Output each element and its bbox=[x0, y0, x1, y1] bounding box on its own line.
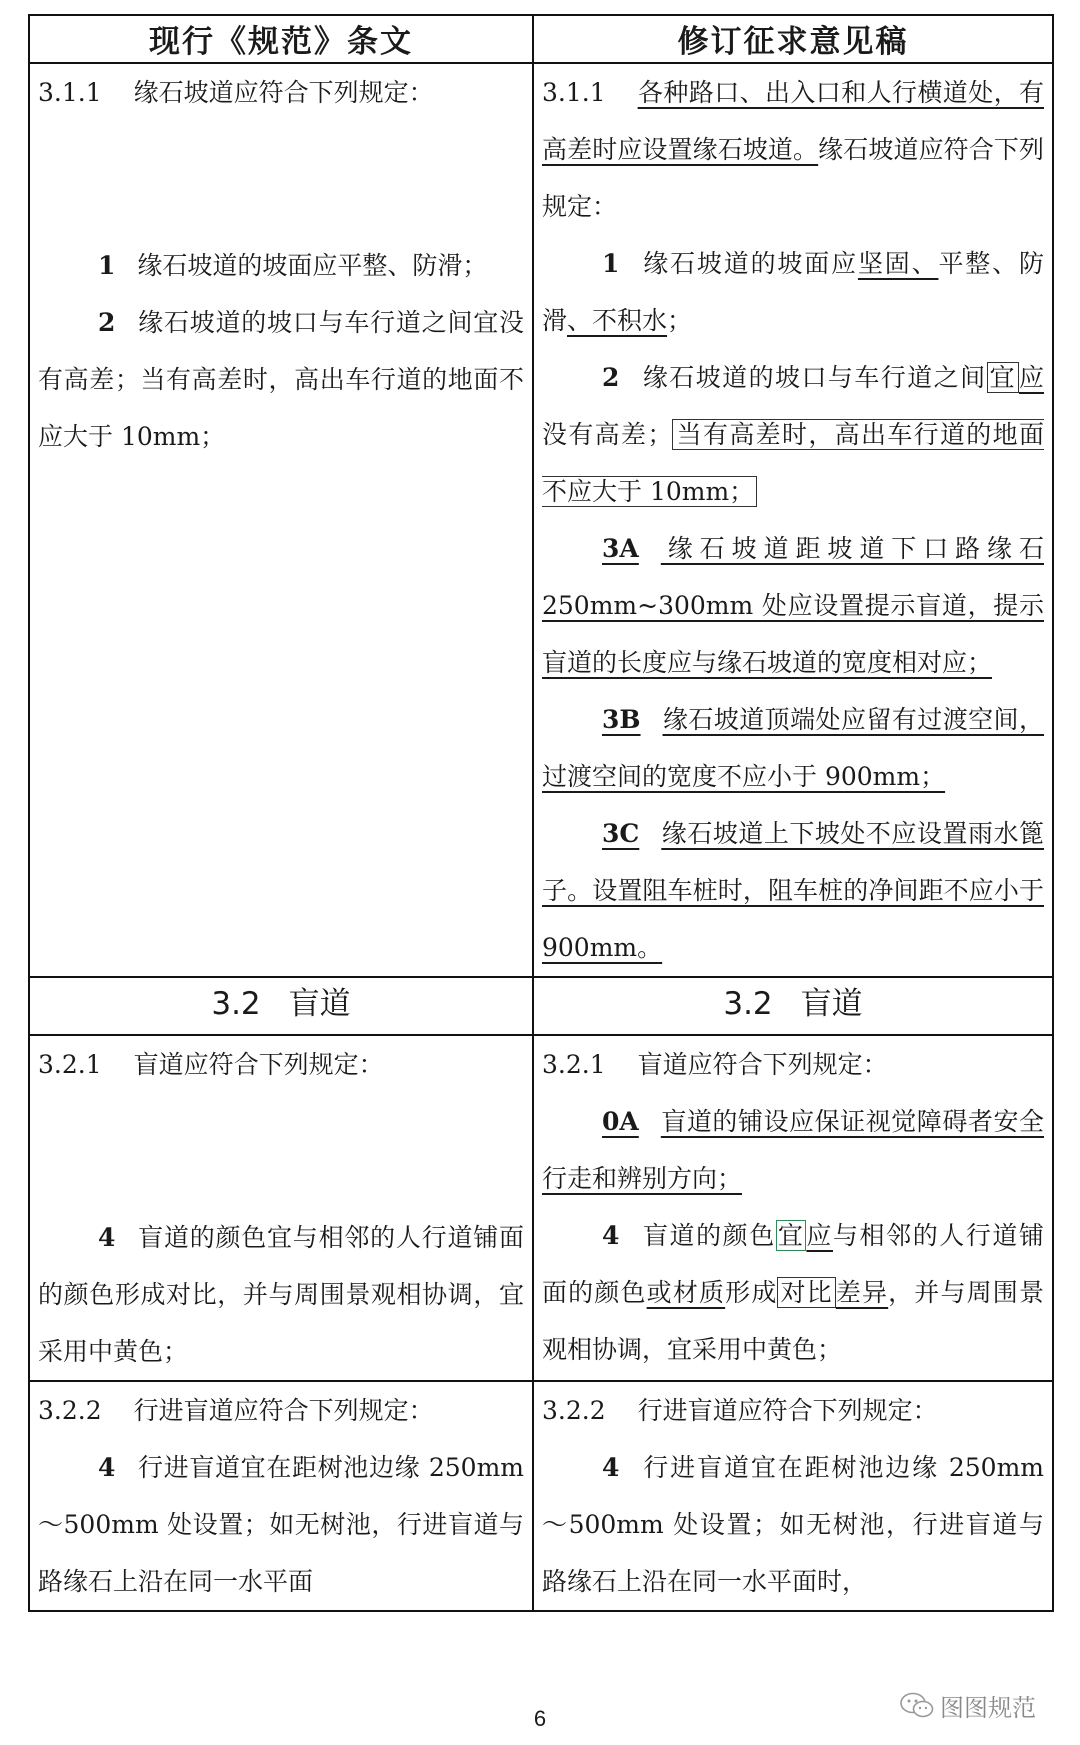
clause-heading: 盲道应符合下列规定： bbox=[133, 1050, 384, 1079]
item-number: 4 bbox=[98, 1223, 116, 1252]
item-number: 4 bbox=[602, 1221, 620, 1250]
item-text: 平整、防滑 bbox=[542, 249, 1044, 335]
cell-311-revised bbox=[533, 63, 1053, 977]
item-number: 3A bbox=[602, 534, 639, 563]
deleted-text-box: 对比 bbox=[777, 1277, 835, 1308]
item-number: 1 bbox=[602, 249, 620, 278]
item-text: 行进盲道宜在距树池边缘 250mm～500mm 处设置；如无树池，行进盲道与路缘石上沿在同一水平面时， bbox=[542, 1453, 1044, 1596]
added-text: 坚固、 bbox=[857, 249, 939, 278]
added-text: 应 bbox=[1018, 363, 1044, 392]
cell-322-revised bbox=[533, 1381, 1053, 1611]
item-text: 缘石坡道的坡口与车行道之间宜没有高差；当有高差时，高出车行道的地面不应大于 10mm； bbox=[38, 308, 524, 451]
item-number: 4 bbox=[602, 1453, 620, 1482]
item-text: 缘石坡道的坡口与车行道之间 bbox=[641, 363, 987, 392]
cell-321-current bbox=[29, 1035, 533, 1381]
section-title: 盲道 bbox=[288, 986, 351, 1022]
item-number: 2 bbox=[98, 308, 116, 337]
comparison-table bbox=[28, 14, 1054, 1612]
clause-heading: 缘石坡道应符合下列规定： bbox=[542, 135, 1044, 221]
clause-number: 3.2.2 bbox=[38, 1396, 102, 1425]
header-current: 现行《规范》条文 bbox=[29, 15, 533, 63]
added-text: 缘石坡道上下坡处不应设置雨水篦子。设置阻车桩时，阻车桩的净间距不应小于 900mm。 bbox=[542, 819, 1044, 962]
item-number: 4 bbox=[98, 1453, 116, 1482]
added-text: 或材质 bbox=[646, 1278, 726, 1307]
wechat-icon bbox=[900, 1692, 934, 1720]
clause-number: 3.2.1 bbox=[38, 1050, 102, 1079]
cell-311-current bbox=[29, 63, 533, 977]
item-number: 3B bbox=[602, 705, 641, 734]
header-revised: 修订征求意见稿 bbox=[533, 15, 1053, 63]
clause-heading: 行进盲道应符合下列规定： bbox=[637, 1396, 938, 1425]
section-title: 盲道 bbox=[800, 986, 863, 1022]
clause-number: 3.1.1 bbox=[38, 78, 102, 107]
section-number: 3.2 bbox=[723, 986, 773, 1022]
item-text: ，并与周围景观相协调，宜采用中黄色； bbox=[542, 1278, 1044, 1364]
deleted-text-box: 宜 bbox=[987, 362, 1019, 393]
clause-heading: 盲道应符合下列规定： bbox=[637, 1050, 888, 1079]
added-text: 缘石坡道距坡道下口路缘石 250mm~300mm 处应设置提示盲道，提示盲道的长度应与缘石坡道的宽度相对应； bbox=[542, 534, 1044, 677]
watermark bbox=[900, 1688, 1036, 1723]
section-heading-current bbox=[29, 977, 533, 1035]
deleted-text-box: 宜 bbox=[777, 1221, 805, 1250]
cell-322-current bbox=[29, 1381, 533, 1611]
added-text: 各种路口、出入口和人行横道处，有高差时应设置缘石坡道。 bbox=[542, 78, 1044, 164]
section-number: 3.2 bbox=[211, 986, 261, 1022]
item-text: 缘石坡道的坡面应 bbox=[641, 249, 858, 278]
item-text: 没有高差； bbox=[542, 420, 673, 449]
added-text: 差异 bbox=[835, 1278, 889, 1307]
clause-number: 3.2.2 bbox=[542, 1396, 606, 1425]
added-text: 应 bbox=[806, 1221, 833, 1250]
item-number: 3C bbox=[602, 819, 640, 848]
cell-321-revised bbox=[533, 1035, 1053, 1381]
item-text: 行进盲道宜在距树池边缘 250mm～500mm 处设置；如无树池，行进盲道与路缘石上沿在同一水平面 bbox=[38, 1453, 524, 1596]
item-text: 盲道的颜色宜与相邻的人行道铺面的颜色形成对比，并与周围景观相协调，宜采用中黄色； bbox=[38, 1223, 524, 1366]
watermark-text: 图图规范 bbox=[940, 1694, 1036, 1722]
added-text: 盲道的铺设应保证视觉障碍者安全行走和辨别方向； bbox=[542, 1107, 1044, 1193]
added-text: 缘石坡道顶端处应留有过渡空间，过渡空间的宽度不应小于 900mm； bbox=[542, 705, 1044, 791]
item-text: 形成 bbox=[725, 1278, 778, 1307]
item-text: 与相邻的人行道铺面的颜色 bbox=[542, 1221, 1044, 1307]
clause-number: 3.1.1 bbox=[542, 78, 606, 107]
deleted-text-box: 当有高差时，高出车行道的地面不应大于 10mm； bbox=[542, 420, 1044, 506]
page-number: 6 bbox=[533, 1706, 547, 1731]
item-text: ； bbox=[667, 306, 693, 335]
added-text: 、不积水 bbox=[567, 306, 668, 335]
item-text: 盲道的颜色 bbox=[641, 1221, 776, 1250]
item-number: 1 bbox=[98, 251, 116, 280]
item-number: 2 bbox=[602, 363, 620, 392]
item-number: 0A bbox=[602, 1107, 639, 1136]
item-text: 缘石坡道的坡面应平整、防滑； bbox=[137, 251, 488, 280]
section-heading-revised bbox=[533, 977, 1053, 1035]
clause-number: 3.2.1 bbox=[542, 1050, 606, 1079]
clause-heading: 缘石坡道应符合下列规定： bbox=[133, 78, 434, 107]
clause-heading: 行进盲道应符合下列规定： bbox=[133, 1396, 434, 1425]
